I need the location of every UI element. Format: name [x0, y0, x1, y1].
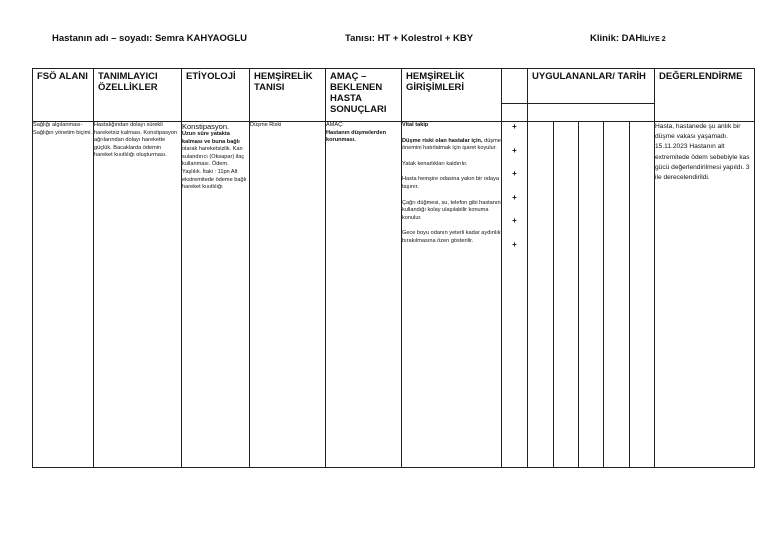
intervention-item: Çağrı düğmesi, su, telefon gibi hastanın kullandığı kolay ulaşılabilir konuma konulur. — [402, 199, 501, 221]
intervention-item: Gece boyu odanın yeterli kadar aydınlık bırakılmasına özen gösterilir. — [402, 230, 501, 244]
col-features: TANIMLAYICI ÖZELLİKLER — [94, 69, 182, 122]
diagnosis-label: Tanısı: — [345, 33, 375, 44]
intervention-item: Hasta hemşire odasına yakın bir odaya taşınır. — [402, 176, 500, 190]
nursing-diagnosis-cell: Düşme Riski — [250, 122, 326, 468]
nursing-care-plan-table — [32, 68, 755, 468]
intervention-item: Yatak kenarlıkları kaldırılır. — [402, 160, 468, 167]
clinic-line — [590, 33, 666, 44]
applied-date-cell-2 — [554, 122, 579, 468]
plus-mark: + — [512, 122, 517, 131]
col-interventions: HEMŞİRELİK GİRİŞİMLERİ — [402, 69, 502, 122]
intervention-item: Düşme riski olan hastalar için, düşme önemini hatırlatmak için işaret koyulur. — [402, 137, 501, 152]
clinic-value: DAHİLİYE 2 — [621, 33, 666, 44]
etiology-title: Konstipasyon. — [182, 122, 230, 131]
applied-date-cell-4 — [604, 122, 630, 468]
marks-cell — [502, 122, 528, 468]
goal-cell — [326, 122, 402, 468]
features-cell: Hastalığından dolayı sürekli hareketsiz kalması. Konstipasyon ağrılarından dolayı harekette güçlük. Bacaklarda ödemin hareket kısıtlılığı oluşturması. — [94, 122, 182, 468]
diagnosis-line — [345, 33, 473, 44]
etiology-bold: Uzun süre yatakta kalması ve buna bağlı — [182, 131, 240, 145]
plus-mark: + — [512, 239, 517, 249]
applied-date-cell-3 — [579, 122, 604, 468]
plus-mark: + — [512, 216, 517, 225]
plus-mark: + — [512, 145, 517, 155]
plus-mark: + — [512, 192, 517, 202]
interventions-cell — [402, 122, 502, 468]
col-nursing-diagnosis: HEMŞİRELİK TANISI — [250, 69, 326, 122]
marks-subheader — [502, 104, 528, 122]
applied-date-cell-1 — [528, 122, 554, 468]
evaluation-cell: Hasta, hastanede şu anlık bir düşme vakası yaşamadı. 15.11.2023 Hastanın alt extremitede ödem sebebiyle kas gücü değerlendirilmesi yapıldı. 3 ile derecelendirildi. — [655, 122, 755, 468]
applied-date-cell-5 — [630, 122, 655, 468]
goal-text: Hastanın düşmelerden korunması. — [326, 129, 386, 144]
patient-label: Hastanın adı – soyadı: — [52, 33, 153, 44]
col-applied: UYGULANANLAR/ TARİH — [528, 69, 655, 104]
etiology-cell — [182, 122, 250, 468]
col-evaluation: DEĞERLENDİRME — [655, 69, 755, 122]
intervention-item: Vital takip — [402, 122, 429, 128]
col-goal: AMAÇ – BEKLENEN HASTA SONUÇLARI — [326, 69, 402, 122]
col-marks-header — [502, 69, 528, 104]
col-etiology: ETİYOLOJİ — [182, 69, 250, 122]
col-fso: FSÖ ALANI — [33, 69, 94, 122]
clinic-label: Klinik: — [590, 33, 620, 44]
goal-title: AMAÇ: — [326, 122, 344, 128]
diagnosis-value: HT + Kolestrol + KBY — [377, 33, 474, 44]
plus-mark: + — [512, 169, 517, 178]
patient-name-line — [52, 33, 247, 44]
etiology-text: olarak hareketsizlik. Kan sulandırıcı (Oksapar) ilaç kullanması. Ödem. Yaşlılık. İtaki : 11pn Alt ekstremitede ödeme bağlı hareket kısıtlılığı — [182, 146, 247, 191]
applied-subheader — [528, 104, 655, 122]
fso-cell: Sağlığı algılanması-Sağlığın yönetim biçimi. — [33, 122, 94, 468]
patient-name: Semra KAHYAOGLU — [154, 33, 247, 44]
